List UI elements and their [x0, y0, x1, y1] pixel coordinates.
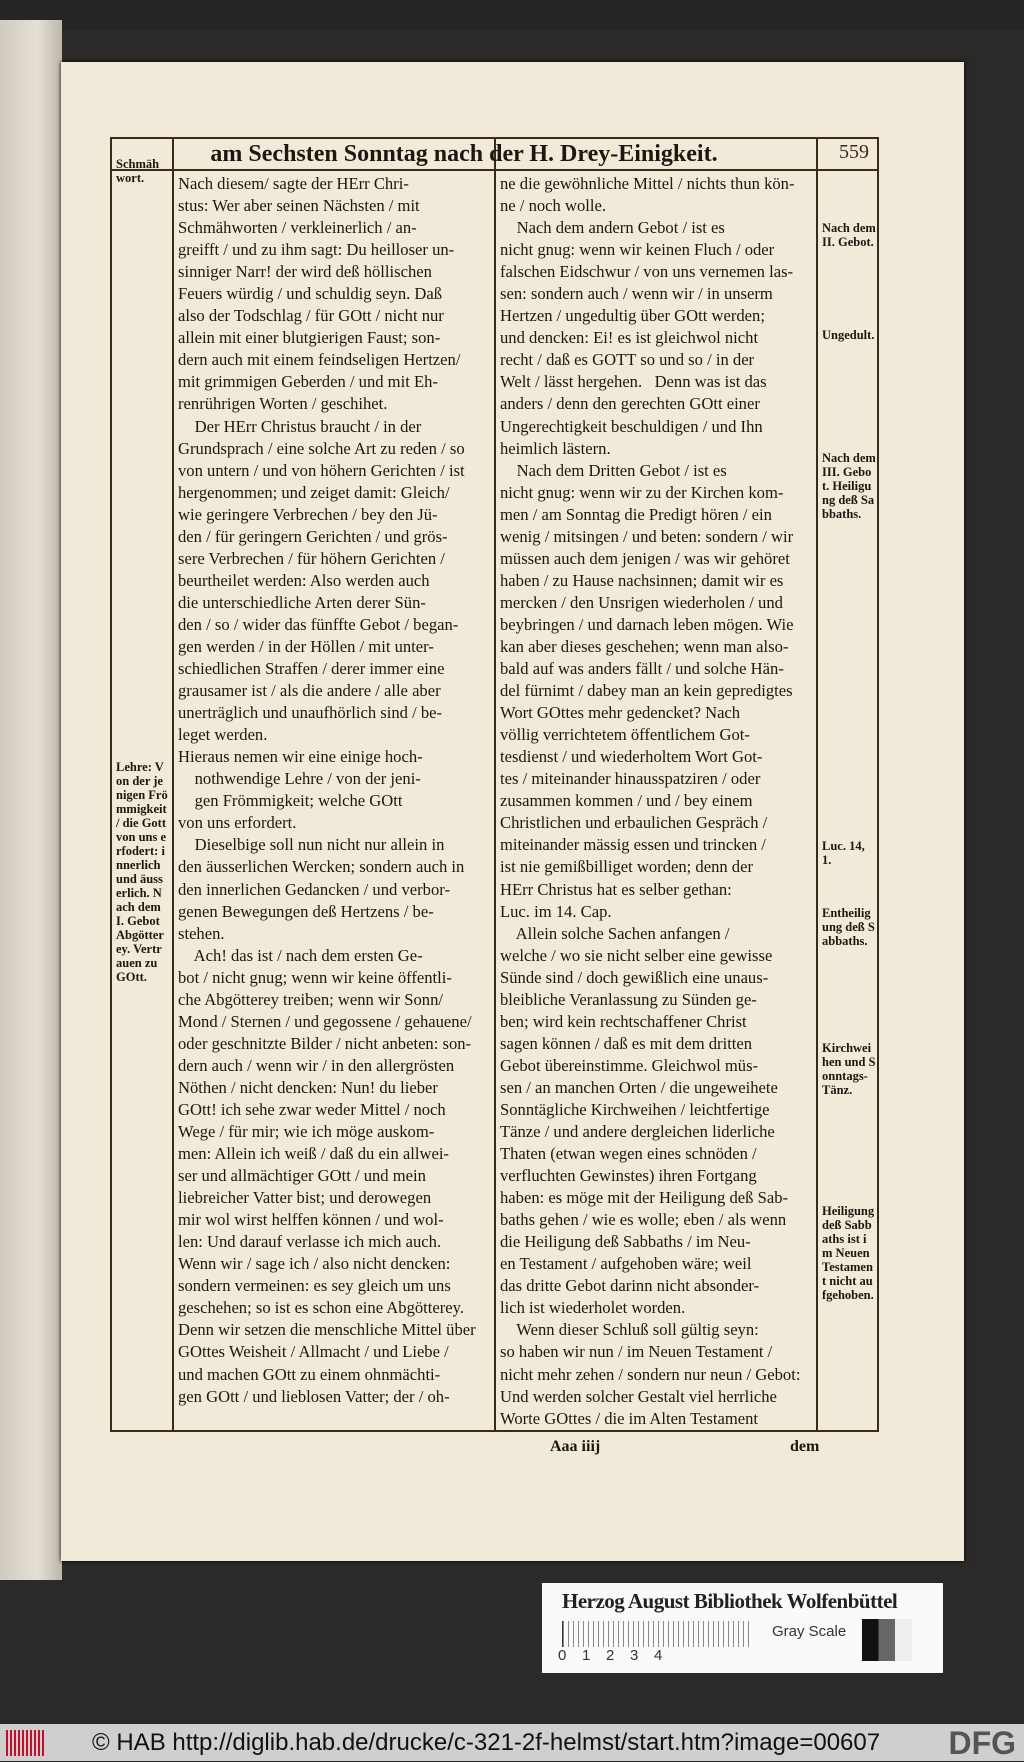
- text-line: Ungerechtigkeit beschuldigen / und Ihn: [500, 416, 763, 436]
- text-line: anders / denn den gerechten GOtt einer: [500, 394, 760, 414]
- text-line: die unterschiedliche Arten derer Sün-: [178, 592, 426, 612]
- head-rule: [112, 169, 877, 171]
- text-line: Christlichen und erbaulichen Gespräch /: [500, 813, 768, 833]
- text-line: Nach dem andern Gebot / ist es: [500, 218, 725, 238]
- text-line: Worte GOttes / die im Alten Testament: [500, 1408, 759, 1428]
- text-line: Ach! das ist / nach dem ersten Ge-: [178, 945, 423, 965]
- catchword: dem: [790, 1438, 820, 1455]
- text-line: Luc. im 14. Cap.: [500, 901, 612, 921]
- text-line: stus: Wer aber seinen Nächsten / mit: [178, 196, 420, 216]
- text-line: GOttes Weisheit / Allmacht / und Liebe /: [178, 1342, 449, 1362]
- text-line: Denn wir setzen die menschliche Mittel über: [178, 1320, 476, 1340]
- right-text-column: [500, 173, 812, 1430]
- ruler-number: 0: [558, 1647, 567, 1664]
- text-line: wie geringere Verbrechen / bey den Jü-: [178, 504, 438, 524]
- text-line: Sonntägliche Kirchweihen / leichtfertige: [500, 1099, 770, 1119]
- text-line: Grundsprach / eine solche Art zu reden / so: [178, 438, 465, 458]
- text-line: so haben wir nun / im Neuen Testament /: [500, 1342, 773, 1362]
- text-line: ne die gewöhnliche Mittel / nichts thun kön-: [500, 174, 795, 193]
- text-line: kan aber dieses geschehen; wenn man also-: [500, 636, 789, 656]
- text-line: bot / nicht gnug; wenn wir keine öffentli-: [178, 967, 452, 987]
- text-line: genen Bewegungen deß Hertzens / be-: [178, 901, 434, 921]
- text-line: miteinander mässig essen und trincken /: [500, 835, 766, 855]
- text-line: wenig / mitsingen / und beten: sondern / wir: [500, 526, 794, 546]
- margin-rule-right: [816, 139, 818, 1430]
- text-line: Tänze / und andere dergleichen liderliche: [500, 1122, 775, 1142]
- ruler-numbers: [558, 1647, 678, 1664]
- text-line: men: Allein ich weiß / daß du ein allwei-: [178, 1144, 449, 1164]
- margin-note-right: Heiligung deß Sabbaths ist im Neuen Testament nicht aufgehoben.: [822, 1204, 875, 1302]
- margin-note-right: Ungedult.: [822, 328, 875, 342]
- text-line: zusammen kommen / und / bey einem: [500, 791, 753, 811]
- text-line: Nach dem Dritten Gebot / ist es: [500, 460, 727, 480]
- text-line: und dencken: Ei! es ist gleichwol nicht: [500, 328, 759, 348]
- text-line: gen Frömmigkeit; welche GOtt: [178, 791, 403, 811]
- text-line: Sünde sind / doch gewißlich eine unaus-: [500, 967, 769, 987]
- text-line: sere Verbrechen / für höhern Gerichten /: [178, 548, 445, 568]
- text-line: haben / zu Hause nachsinnen; damit wir es: [500, 570, 784, 590]
- library-name: Herzog August Bibliothek Wolfenbüttel: [562, 1589, 898, 1613]
- text-line: che Abgötterey treiben; wenn wir Sonn/: [178, 989, 443, 1009]
- text-line: welche / wo sie nicht selber eine gewisse: [500, 945, 773, 965]
- text-line: falschen Eidschwur / von uns vernemen las-: [500, 262, 794, 282]
- text-line: HErr Christus hat es selber gethan:: [500, 879, 732, 899]
- text-line: greifft / und zu ihm sagt: Du heilloser un-: [178, 240, 455, 260]
- text-line: Nöthen / nicht dencken: Nun! du lieber: [178, 1077, 438, 1097]
- text-line: nicht gnug: wenn wir keinen Fluch / oder: [500, 240, 775, 260]
- text-line: sen: sondern auch / wenn wir / in unserm: [500, 284, 773, 304]
- text-line: sen / an manchen Orten / die ungeweihete: [500, 1077, 778, 1097]
- text-line: Wenn dieser Schluß soll gültig seyn:: [500, 1320, 759, 1340]
- text-line: Dieselbige soll nun nicht nur allein in: [178, 835, 445, 855]
- text-line: liebreicher Vatter bist; und derowegen: [178, 1188, 432, 1208]
- text-line: Hertzen / ungedultig über GOtt werden;: [500, 306, 765, 326]
- hab-logo-icon: [6, 1730, 46, 1756]
- text-line: beurtheilet werden: Also werden auch: [178, 570, 430, 590]
- text-line: stehen.: [178, 923, 225, 943]
- text-line: den / für geringern Gerichten / und grös-: [178, 526, 448, 546]
- column-rule: [494, 139, 496, 1430]
- text-line: ist nie gemißbilliget worden; denn der: [500, 857, 753, 877]
- text-line: unerträglich und unaufhörlich sind / be-: [178, 703, 443, 723]
- text-line: renrührigen Worten / geschihet.: [178, 394, 388, 414]
- text-line: dern auch / wenn wir / in den allergrösten: [178, 1055, 455, 1075]
- text-line: Schmähworten / verkleinerlich / an-: [178, 218, 417, 238]
- text-line: das dritte Gebot darinn nicht absonder-: [500, 1276, 760, 1296]
- text-line: Und werden solcher Gestalt viel herrliche: [500, 1386, 777, 1406]
- text-line: men / am Sonntag die Predigt hören / ein: [500, 504, 772, 524]
- text-line: und machen GOtt zu einem ohnmächti-: [178, 1364, 441, 1384]
- facing-page-edge: [0, 20, 62, 1580]
- text-line: bald auf was anders fällt / und solche Hän-: [500, 659, 784, 679]
- text-line: sinniger Narr! der wird deß höllischen: [178, 262, 432, 282]
- text-line: Nach diesem/ sagte der HErr Chri-: [178, 174, 409, 193]
- signature-mark: Aaa iiij: [550, 1438, 601, 1455]
- text-line: Der HErr Christus braucht / in der: [178, 416, 422, 436]
- text-line: den äusserlichen Wercken; sondern auch in: [178, 857, 465, 877]
- ruler-number: 1: [582, 1647, 591, 1664]
- text-line: hergenommen; und zeiget damit: Gleich/: [178, 482, 450, 502]
- text-line: en Testament / aufgehoben wäre; weil: [500, 1254, 752, 1274]
- dfg-logo: DFG: [948, 1725, 1016, 1761]
- text-line: allein mit einer blutgierigen Faust; son-: [178, 328, 441, 348]
- text-line: ser und allmächtiger GOtt / und mein: [178, 1166, 426, 1186]
- text-line: heimlich lästern.: [500, 438, 611, 458]
- text-line: baths gehen / wie es wolle; eben / als wenn: [500, 1210, 787, 1230]
- text-line: von uns erfordert.: [178, 813, 297, 833]
- text-line: Hieraus nemen wir eine einige hoch-: [178, 747, 423, 767]
- text-line: grausamer ist / als die andere / alle aber: [178, 681, 441, 701]
- text-line: GOtt! ich sehe zwar weder Mittel / noch: [178, 1099, 446, 1119]
- running-head: am Sechsten Sonntag nach der H. Drey-Einigkeit.: [210, 141, 718, 167]
- text-line: den innerlichen Gedancken / und verbor-: [178, 879, 450, 899]
- text-line: del fürnimt / dabey man an kein gepredigtes: [500, 681, 793, 701]
- text-line: nothwendige Lehre / von der jeni-: [178, 769, 421, 789]
- text-line: Mond / Sternen / und gegossene / gehauene/: [178, 1011, 472, 1031]
- text-line: beybringen / und darnach leben mögen. Wie: [500, 614, 794, 634]
- gray-scale-swatch: [862, 1619, 912, 1661]
- text-line: schiedlichen Straffen / derer immer eine: [178, 659, 445, 679]
- margin-rule-left: [172, 139, 174, 1430]
- text-line: bleibliche Veranlassung zu Sünden ge-: [500, 989, 757, 1009]
- margin-note-right: Kirchweihen und Sonntags-Tänz.: [822, 1041, 876, 1097]
- text-line: sondern vermeinen: es sey gleich um uns: [178, 1276, 451, 1296]
- page-number: 559: [839, 141, 869, 163]
- text-line: die Heiligung deß Sabbaths / im Neu-: [500, 1232, 751, 1252]
- text-line: leget werden.: [178, 725, 268, 745]
- text-line: gen werden / in der Höllen / mit unter-: [178, 636, 434, 656]
- text-line: müssen auch dem jenigen / was wir gehöret: [500, 548, 790, 568]
- ruler-number: 2: [606, 1647, 615, 1664]
- text-line: recht / daß es GOTT so und so / in der: [500, 350, 755, 370]
- text-line: den / so / wider das fünffte Gebot / began-: [178, 614, 459, 634]
- text-line: sagen können / daß es mit dem dritten: [500, 1033, 753, 1053]
- text-frame: [110, 137, 879, 1432]
- text-line: dern auch mit einem feindseligen Hertzen/: [178, 350, 461, 370]
- ruler-number: 3: [630, 1647, 639, 1664]
- text-line: nicht gnug: wenn wir zu der Kirchen kom-: [500, 482, 784, 502]
- margin-note-left: Lehre: Von der jenigen Frömmigkeit / die Gott von uns erfodert: innerlich und äusserlich. Nach dem I. Gebot Abgötterey. Vertrauen zu GOtt.: [116, 760, 168, 984]
- text-line: tesdienst / und wiederholtem Wort Got-: [500, 747, 763, 767]
- text-line: Wort GOttes mehr gedencket? Nach: [500, 703, 741, 723]
- text-line: nicht mehr zehen / sondern nur neun / Gebot:: [500, 1364, 801, 1384]
- ruler: [562, 1621, 753, 1647]
- text-line: haben: es möge mit der Heiligung deß Sab-: [500, 1188, 789, 1208]
- text-line: mercken / den Unsrigen wiederholen / und: [500, 592, 783, 612]
- text-line: len: Und darauf verlasse ich mich auch.: [178, 1232, 442, 1252]
- text-line: ben; wird kein rechtschaffener Christ: [500, 1011, 747, 1031]
- text-line: tes / miteinander hinausspatziren / oder: [500, 769, 761, 789]
- text-line: mit grimmigen Geberden / und mit Eh-: [178, 372, 438, 392]
- text-line: Wenn wir / sage ich / also nicht dencken:: [178, 1254, 451, 1274]
- text-line: Feuers würdig / und schuldig seyn. Daß: [178, 284, 443, 304]
- text-line: Thaten (etwan wegen eines schnöden /: [500, 1144, 757, 1164]
- margin-note-right: Nach dem II. Gebot.: [822, 221, 876, 249]
- text-line: völlig verrichtetem öffentlichem Got-: [500, 725, 750, 745]
- copyright-url[interactable]: © HAB http://diglib.hab.de/drucke/c-321-2f-helmst/start.htm?image=00607: [92, 1729, 881, 1756]
- text-line: geschehen; so ist es schon eine Abgötterey.: [178, 1298, 465, 1318]
- text-line: Allein solche Sachen anfangen /: [500, 923, 730, 943]
- library-scale-label: [542, 1583, 943, 1673]
- text-line: lich ist wiederholet worden.: [500, 1298, 686, 1318]
- text-line: von untern / und von höhern Gerichten / ist: [178, 460, 465, 480]
- text-line: ne / noch wolle.: [500, 196, 606, 216]
- text-line: Gebot übereinstimme. Gleichwol müs-: [500, 1055, 759, 1075]
- text-line: Welt / lässt hergehen. Denn was ist das: [500, 372, 767, 392]
- text-line: oder geschnitzte Bilder / nicht anbeten: son-: [178, 1033, 472, 1053]
- footer-bar: [0, 1724, 1024, 1761]
- left-text-column: [178, 173, 490, 1408]
- text-line: gen GOtt / und lieblosen Vatter; der / oh-: [178, 1386, 450, 1406]
- margin-note-right: Luc. 14, 1.: [822, 839, 865, 867]
- ruler-number: 4: [654, 1647, 663, 1664]
- text-line: mir wol wirst helffen können / und wol-: [178, 1210, 444, 1230]
- gray-scale-label: Gray Scale: [772, 1623, 847, 1640]
- margin-note-left: Schmäh wort.: [116, 157, 160, 185]
- text-line: also der Todschlag / für GOtt / nicht nur: [178, 306, 444, 326]
- scan-background-top: [0, 0, 1024, 30]
- margin-note-right: Nach dem III. Gebot. Heiligung deß Sabbaths.: [822, 451, 876, 521]
- text-line: verfluchten Gewinstes) ihren Fortgang: [500, 1166, 757, 1186]
- text-line: Wege / für mir; wie ich möge auskom-: [178, 1122, 435, 1142]
- margin-note-right: Entheiligung deß Sabbaths.: [822, 906, 875, 948]
